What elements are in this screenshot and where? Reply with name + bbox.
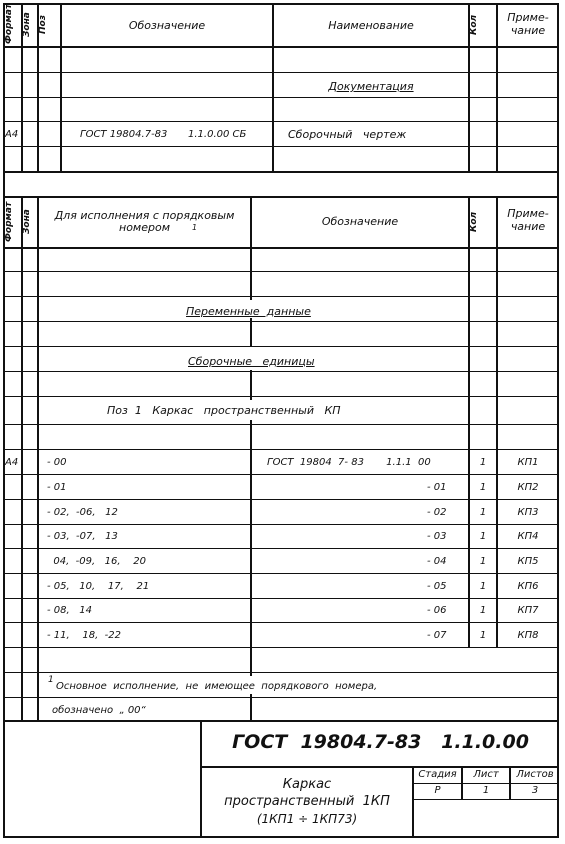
product-name-line1: Каркас (282, 777, 332, 792)
rule (3, 346, 559, 347)
row-qty: 1 (479, 531, 487, 542)
rule (3, 647, 559, 648)
row-designation: - 03 (427, 531, 447, 542)
row-exec: - 05, 10, 17, 21 (47, 581, 150, 592)
doc-std: ГОСТ 19804.7-83 (80, 129, 168, 140)
rule (3, 97, 559, 98)
rule (3, 271, 559, 272)
section-documentation: Документация (328, 80, 414, 93)
row-qty: 1 (479, 581, 487, 592)
doc-name: Сборочный чертеж (288, 128, 407, 141)
rule (3, 449, 559, 450)
header-pos: Поз (38, 15, 48, 35)
rule (250, 318, 252, 346)
row-exec: - 11, 18, -22 (47, 630, 121, 641)
row-note: КП6 (517, 581, 539, 592)
rule (21, 196, 23, 720)
row-qty: 1 (479, 457, 487, 468)
row-exec: 04, -09, 16, 20 (47, 556, 147, 567)
rule (3, 296, 559, 297)
header-zone: Зона (22, 12, 32, 38)
row-designation: - 06 (427, 605, 447, 616)
row-qty: 1 (479, 507, 487, 518)
position-title: Поз 1 Каркас пространственный КП (107, 404, 341, 417)
header-format: Формат (4, 3, 14, 44)
rule (37, 196, 39, 720)
doc-format: А4 (5, 129, 19, 140)
rule (3, 321, 559, 322)
header-designation: Обозначение (321, 215, 399, 228)
rule (3, 46, 559, 48)
row-designation: - 05 (427, 581, 447, 592)
rule (412, 783, 559, 784)
rule (3, 622, 559, 623)
header-execution-footnote-mark: 1 (192, 223, 198, 232)
rule (3, 474, 559, 475)
row-designation: - 07 (427, 630, 447, 641)
header-zone: Зона (22, 209, 32, 235)
row-note: КП8 (517, 630, 539, 641)
header-qty: Кол (469, 211, 479, 233)
rule (412, 799, 559, 800)
row-qty: 1 (479, 482, 487, 493)
rule (250, 694, 252, 720)
section-variable-data: Переменные данные (186, 305, 311, 318)
rule (496, 196, 498, 647)
rule (3, 598, 559, 599)
rule (3, 672, 559, 673)
footnote-text: Основное исполнение, не имеющее порядкового номера, (56, 681, 378, 692)
row-format: А4 (5, 457, 19, 468)
rule (250, 420, 252, 676)
header-execution: Для исполнения с порядковым номером (54, 209, 235, 235)
rule (3, 548, 559, 549)
header-name: Наименование (328, 19, 414, 32)
rule (3, 146, 559, 147)
header-note: Приме- чание (507, 207, 549, 233)
row-note: КП3 (517, 507, 539, 518)
rule (3, 371, 559, 372)
product-name-line3: (1КП1 ÷ 1КП73) (256, 812, 358, 826)
rule (3, 720, 559, 722)
rule (3, 697, 559, 698)
stage-value: Р (434, 785, 441, 796)
header-note: Приме- чание (507, 11, 549, 37)
header-format: Формат (4, 201, 14, 243)
row-designation: - 04 (427, 556, 447, 567)
row-note: КП2 (517, 482, 539, 493)
rule (3, 573, 559, 574)
section-assembly-units: Сборочные единицы (188, 355, 315, 368)
doc-code: 1.1.0.00 СБ (188, 129, 247, 140)
row-note: КП1 (517, 457, 539, 468)
row-note: КП4 (517, 531, 539, 542)
footnote-mark: 1 (48, 675, 54, 685)
rule (468, 196, 470, 647)
rule (3, 396, 559, 397)
rule (3, 171, 559, 173)
row-exec: - 01 (47, 482, 67, 493)
footnote-text: обозначено „ 00“ (52, 705, 146, 716)
row-exec: - 08, 14 (47, 605, 92, 616)
header-qty: Кол (469, 14, 479, 36)
rule (3, 524, 559, 525)
doc-code-title: ГОСТ 19804.7-83 1.1.0.00 (232, 731, 529, 753)
row-exec: - 02, -06, 12 (47, 507, 118, 518)
row-note: КП7 (517, 605, 539, 616)
rule (3, 499, 559, 500)
row-designation: ГОСТ 19804 7- 83 1.1.1 00 (267, 457, 431, 468)
header-designation: Обозначение (128, 19, 206, 32)
row-exec: - 03, -07, 13 (47, 531, 118, 542)
row-qty: 1 (479, 556, 487, 567)
row-qty: 1 (479, 605, 487, 616)
sheet-value: 1 (482, 785, 490, 796)
rule (3, 72, 559, 73)
rule (250, 196, 252, 300)
rule (3, 424, 559, 425)
sheets-value: 3 (531, 785, 539, 796)
product-name-line2: пространственный 1КП (224, 794, 390, 809)
rule (3, 247, 559, 249)
row-exec: - 00 (47, 457, 67, 468)
stage-label: Стадия (418, 769, 457, 780)
rule (200, 766, 559, 768)
rule (3, 196, 559, 198)
row-note: КП5 (517, 556, 539, 567)
row-qty: 1 (479, 630, 487, 641)
sheets-label: Листов (516, 769, 554, 780)
rule (3, 121, 559, 122)
sheet-label: Лист (473, 769, 499, 780)
row-designation: - 02 (427, 507, 447, 518)
rule (250, 370, 252, 400)
row-designation: - 01 (427, 482, 447, 493)
